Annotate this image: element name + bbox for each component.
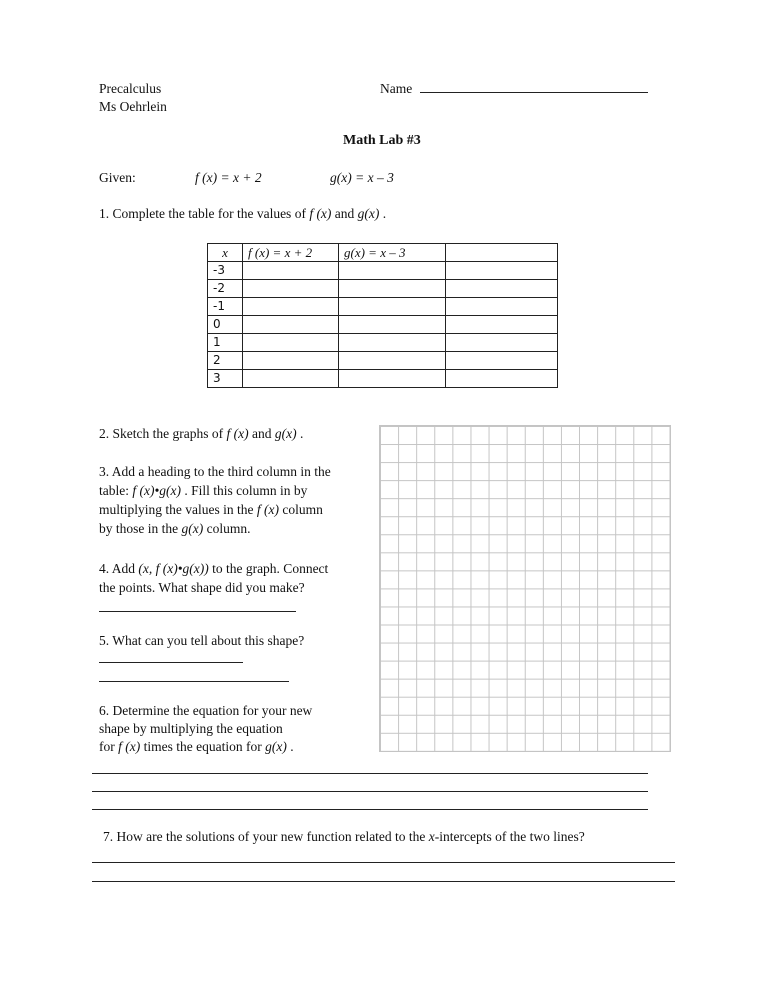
x-value: 3 [208,370,243,388]
f-cell [243,298,339,316]
f-cell [243,262,339,280]
g-cell [339,298,446,316]
q6-for-text: for [99,739,119,754]
product-cell [446,352,558,370]
q5-answer-line-1 [99,662,243,663]
q6-answer-line-3 [92,809,648,810]
q1-end: . [379,206,387,221]
q3-by-text: by those in the [99,521,182,536]
q2-g-expr: g(x) [274,426,297,441]
values-table [207,243,558,388]
q6-times-text: times the equation for [140,739,266,754]
product-cell [446,280,558,298]
x-value: 0 [208,316,243,334]
question-6 [99,702,312,756]
product-cell [446,298,558,316]
x-value: 1 [208,334,243,352]
question-3 [99,462,331,538]
q6-f-expr: f (x) [118,739,141,754]
q6-line-3 [99,738,312,756]
page-title: Math Lab #3 [343,133,421,148]
q5-answer-line-2 [99,681,289,682]
question-1 [99,206,386,222]
q2-f-expr: f (x) [226,426,249,441]
table-header-f: f (x) = x + 2 [243,244,339,262]
q1-and: and [331,206,358,221]
x-value: -3 [208,262,243,280]
f-cell [243,352,339,370]
q4-line-2: the points. What shape did you make? [99,580,305,595]
product-cell [446,316,558,334]
name-label: Name [380,81,413,96]
table-row [208,298,558,316]
question-2 [99,426,303,442]
x-value: -2 [208,280,243,298]
table-header-x: x [208,244,243,262]
q6-answer-line-2 [92,791,648,792]
q3-column-text: column [278,502,323,517]
f-cell [243,280,339,298]
g-cell [339,316,446,334]
q6-g-expr: g(x) [265,739,287,754]
student-name-field [380,81,648,97]
table-row [208,316,558,334]
x-value: 2 [208,352,243,370]
q7-intercepts-text: -intercepts of the two lines? [434,829,585,844]
q4-line-1 [99,559,328,578]
product-cell [446,334,558,352]
q4-connect-text: to the graph. Connect [208,561,329,576]
question-4 [99,559,328,597]
q1-f-expr: f (x) [309,206,332,221]
given-label: Given: [99,170,136,185]
q1-text: 1. Complete the table for the values of [99,206,310,221]
q7-text: 7. How are the solutions of your new function related to the [103,829,429,844]
f-cell [243,370,339,388]
table-row [208,352,558,370]
q4-point-expr: (x, f (x)•g(x)) [138,561,209,576]
q2-text: 2. Sketch the graphs of [99,426,227,441]
given-f-definition: f (x) = x + 2 [195,170,262,185]
g-cell [339,370,446,388]
question-5: 5. What can you tell about this shape? [99,633,305,648]
course-name: Precalculus [99,81,162,96]
q4-add-text: 4. Add [99,561,139,576]
g-cell [339,262,446,280]
product-cell [446,370,558,388]
q4-answer-line [99,611,296,612]
q3-line-3 [99,500,331,519]
table-row [208,262,558,280]
table-row [208,370,558,388]
f-cell [243,316,339,334]
q6-line-1: 6. Determine the equation for your new [99,703,313,718]
q2-end: . [296,426,304,441]
q3-product-expr: f (x)•g(x) [132,483,181,498]
graph-grid [379,425,671,752]
q3-multiply-text: multiplying the values in the [99,502,257,517]
q3-line-2 [99,481,331,500]
table-header-g: g(x) = x – 3 [339,244,446,262]
q3-line-4 [99,519,331,538]
name-blank [420,92,648,93]
teacher-name: Ms Oehrlein [99,99,167,114]
q3-table-label: table: [99,483,133,498]
q6-answer-line-1 [92,773,648,774]
q3-f-expr: f (x) [256,502,279,517]
product-cell [446,262,558,280]
q7-answer-line-1 [92,862,675,863]
q3-line-1: 3. Add a heading to the third column in the [99,464,331,479]
g-cell [339,280,446,298]
table-row [208,334,558,352]
table-row [208,280,558,298]
q3-fill-text: . Fill this column in by [180,483,308,498]
g-cell [339,352,446,370]
question-7 [103,829,585,845]
q2-and: and [248,426,275,441]
q6-end: . [286,739,294,754]
q1-g-expr: g(x) [357,206,380,221]
given-g-definition: g(x) = x – 3 [330,170,394,185]
f-cell [243,334,339,352]
q6-line-2: shape by multiplying the equation [99,721,283,736]
q7-x-expr: x [428,829,435,844]
x-value: -1 [208,298,243,316]
table-header-row [208,244,558,262]
q3-g-expr: g(x) [181,521,204,536]
q7-answer-line-2 [92,881,675,882]
table-header-blank [446,244,558,262]
g-cell [339,334,446,352]
q3-column-end: column. [203,521,251,536]
